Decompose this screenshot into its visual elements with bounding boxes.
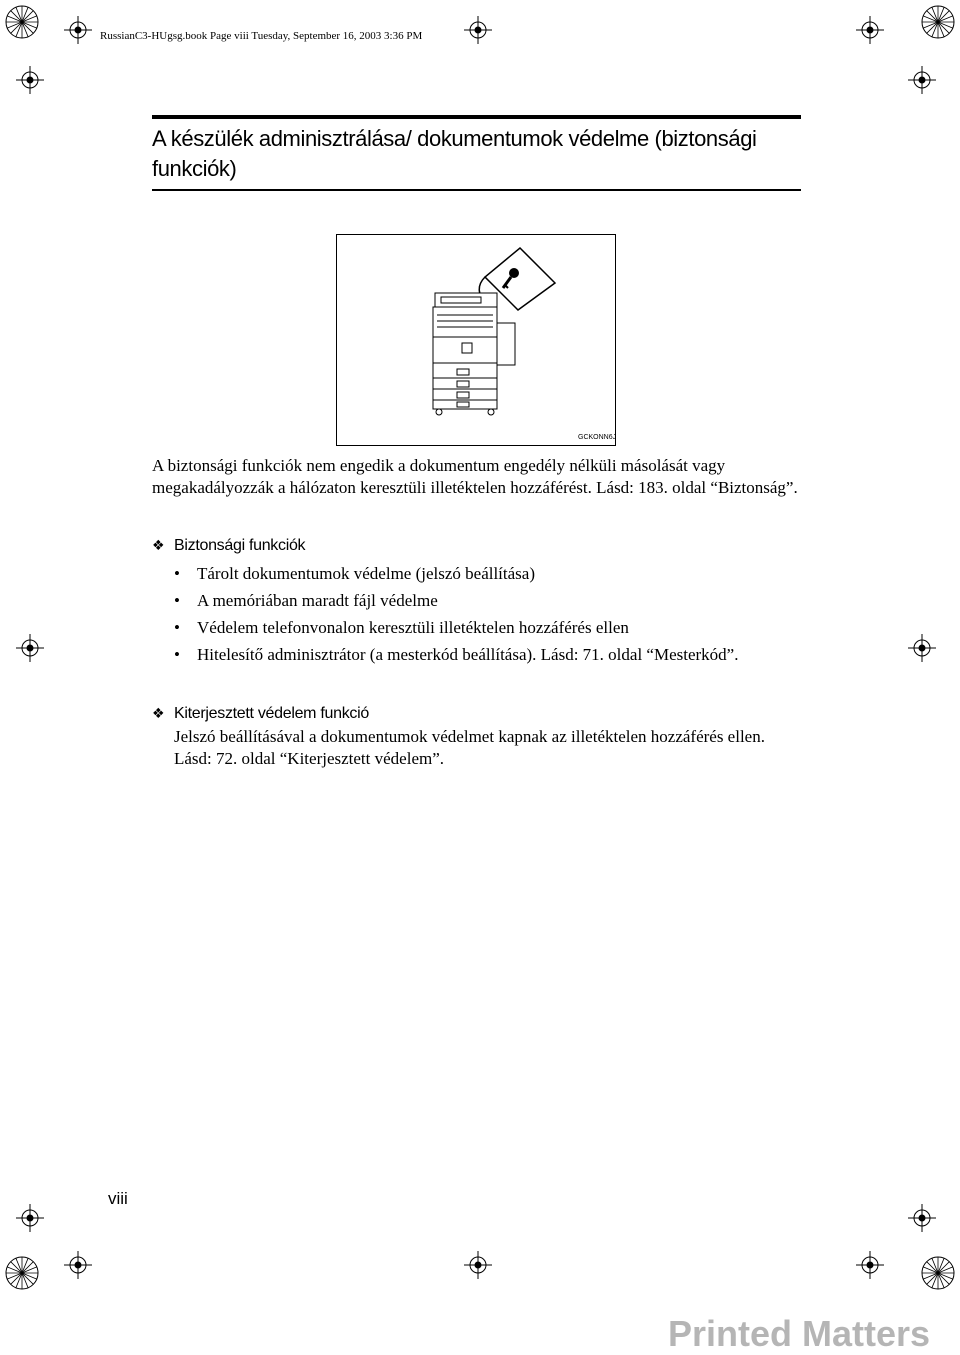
registration-star-icon	[922, 6, 954, 38]
list-item-text: Védelem telefonvonalon keresztüli illetéktelen hozzáférés ellen	[197, 618, 629, 637]
bullet-icon: •	[174, 591, 180, 610]
bullet-icon: •	[174, 564, 180, 583]
registration-star-icon	[6, 6, 38, 38]
intro-paragraph: A biztonsági funkciók nem engedik a dokumentum engedély nélküli másolását vagy megakadályozzák a hálózaton keresztüli illetéktelen hozzáférést. Lásd: 183. oldal “Biztonság”.	[152, 456, 798, 497]
watermark-text: Printed Matters	[668, 1313, 931, 1354]
figure-code: GCKONN6J	[578, 434, 617, 441]
page-number: viii	[108, 1189, 128, 1208]
bullet-icon: •	[174, 645, 180, 664]
registration-cross-icon	[464, 16, 492, 44]
registration-cross-icon	[908, 1204, 936, 1232]
page-title: A készülék adminisztrálása/ dokumentumok védelme (biztonsági funkciók)	[152, 126, 757, 181]
registration-cross-icon	[16, 634, 44, 662]
bullet-icon: •	[174, 618, 180, 637]
book-header: RussianC3-HUgsg.book Page viii Tuesday, September 16, 2003 3:36 PM	[100, 30, 423, 42]
extended-protection-paragraph: Jelszó beállításával a dokumentumok védelmet kapnak az illetéktelen hozzáférés ellen. Lásd: 72. oldal “Kiterjesztett védelem”.	[174, 727, 765, 768]
diamond-marker-icon: ❖	[152, 705, 165, 721]
registration-cross-icon	[908, 634, 936, 662]
diamond-marker-icon: ❖	[152, 537, 165, 553]
registration-cross-icon	[64, 16, 92, 44]
registration-cross-icon	[856, 1251, 884, 1279]
registration-star-icon	[6, 1257, 38, 1289]
registration-cross-icon	[16, 66, 44, 94]
list-item-text: A memóriában maradt fájl védelme	[197, 591, 438, 610]
list-item-text: Tárolt dokumentumok védelme (jelszó beállítása)	[197, 564, 535, 583]
registration-cross-icon	[464, 1251, 492, 1279]
registration-star-icon	[922, 1257, 954, 1289]
registration-cross-icon	[856, 16, 884, 44]
section-heading-label: Biztonsági funkciók	[174, 537, 306, 554]
list-item-text: Hitelesítő adminisztrátor (a mesterkód beállítása). Lásd: 71. oldal “Mesterkód”.	[197, 645, 739, 664]
registration-cross-icon	[64, 1251, 92, 1279]
registration-cross-icon	[908, 66, 936, 94]
section-heading-label: Kiterjesztett védelem funkció	[174, 705, 369, 722]
registration-cross-icon	[16, 1204, 44, 1232]
